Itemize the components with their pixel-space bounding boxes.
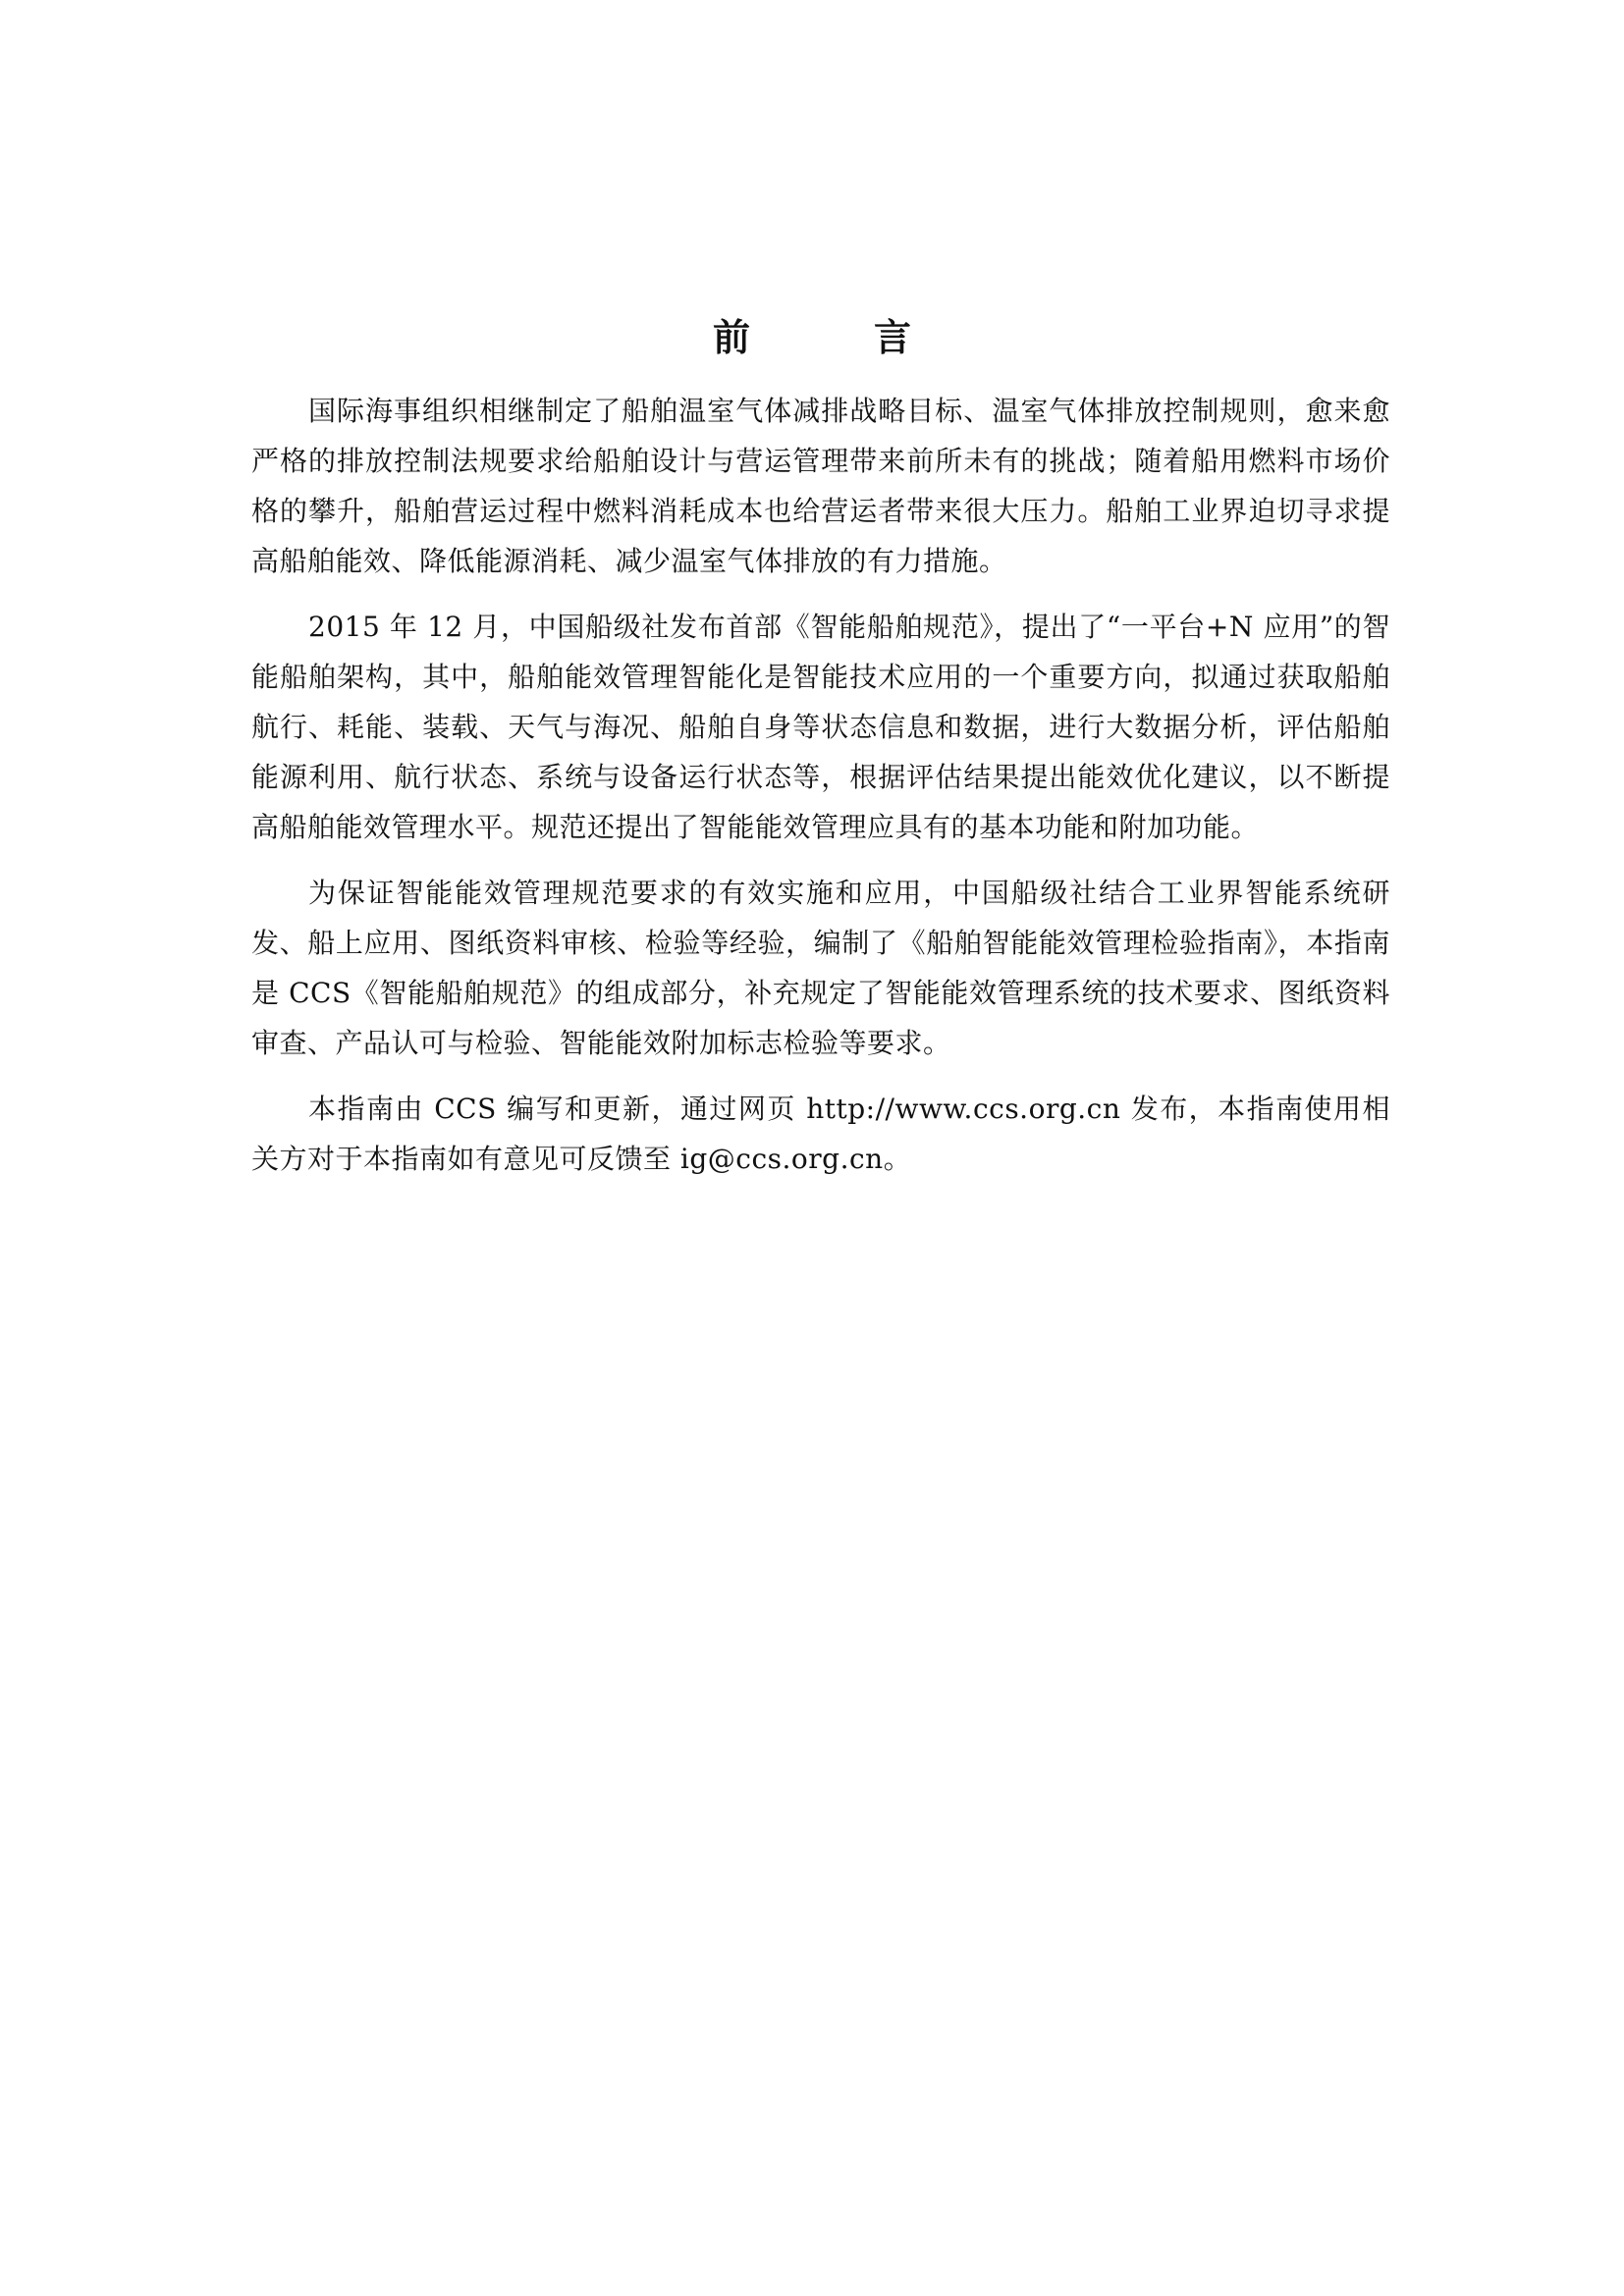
- document-body: [251, 386, 1390, 1200]
- paragraph-3: 为保证智能能效管理规范要求的有效实施和应用，中国船级社结合工业界智能系统研发、船上应用、图纸资料审核、检验等经验，编制了《船舶智能能效管理检验指南》，本指南是 CCS《智能船舶规范》的组成部分，补充规定了智能能效管理系统的技术要求、图纸资料审查、产品认可与检验、智能能效附加标志检验等要求。: [251, 877, 1390, 1059]
- paragraph-4: 本指南由 CCS 编写和更新，通过网页 http://www.ccs.org.cn 发布，本指南使用相关方对于本指南如有意见可反馈至 ig@ccs.org.cn。: [251, 1093, 1390, 1175]
- page-title: 前 言: [712, 316, 954, 359]
- paragraph-2: 2015 年 12 月，中国船级社发布首部《智能船舶规范》，提出了“一平台+N 应用”的智能船舶架构，其中，船舶能效管理智能化是智能技术应用的一个重要方向，拟通过获取船舶航行、耗能、装载、天气与海况、船舶自身等状态信息和数据，进行大数据分析，评估船舶能源利用、航行状态、系统与设备运行状态等，根据评估结果提出能效优化建议，以不断提高船舶能效管理水平。规范还提出了智能能效管理应具有的基本功能和附加功能。: [251, 611, 1390, 843]
- paragraph-1: 国际海事组织相继制定了船舶温室气体减排战略目标、温室气体排放控制规则，愈来愈严格的排放控制法规要求给船舶设计与营运管理带来前所未有的挑战；随着船用燃料市场价格的攀升，船舶营运过程中燃料消耗成本也给营运者带来很大压力。船舶工业界迫切寻求提高船舶能效、降低能源消耗、减少温室气体排放的有力措施。: [251, 395, 1390, 577]
